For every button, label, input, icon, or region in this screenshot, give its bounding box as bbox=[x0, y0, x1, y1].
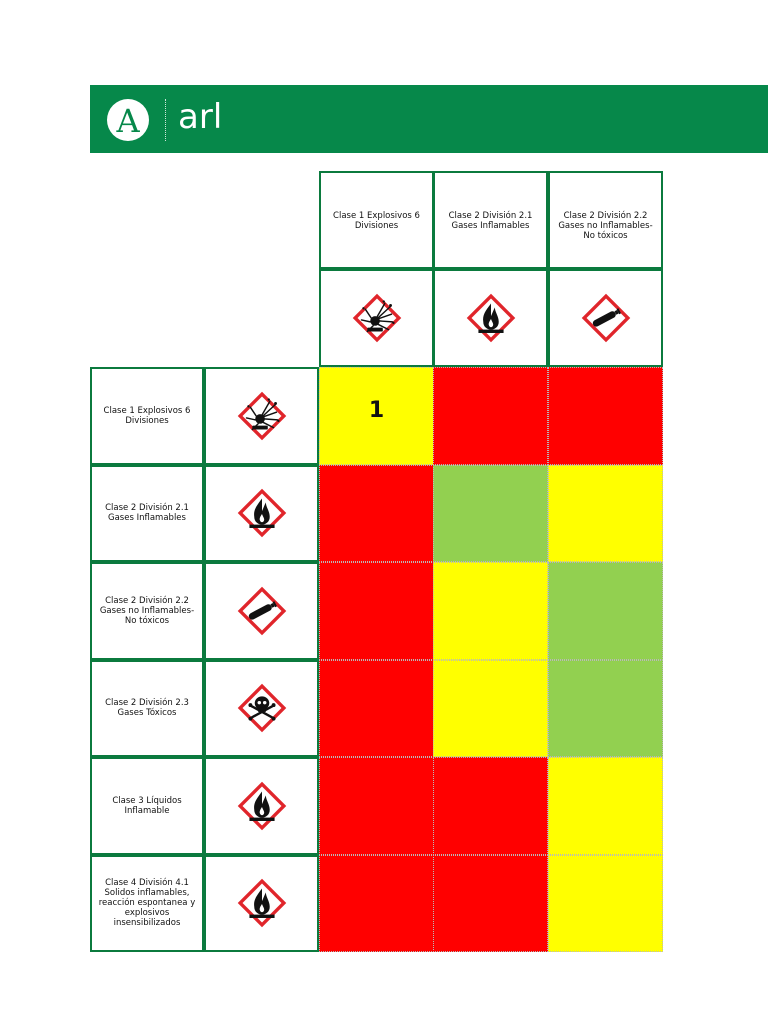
row-header-text: Clase 4 División 4.1 Solidos inflamables, reacción espontanea y explosivos insensibilizados bbox=[98, 878, 196, 929]
matrix-cell-red bbox=[433, 367, 548, 465]
row-header-icon-cell bbox=[204, 757, 319, 855]
row-header-icon-cell bbox=[204, 660, 319, 758]
matrix-cell-yellow bbox=[548, 757, 663, 855]
column-header-text: Clase 1 Explosivos 6 Divisiones bbox=[333, 211, 420, 231]
header-banner bbox=[90, 85, 768, 153]
column-header-label bbox=[319, 171, 434, 269]
logo-letter: A bbox=[116, 102, 140, 140]
row-header-text: Clase 2 División 2.1 Gases Inflamables bbox=[105, 503, 189, 524]
matrix-cell-yellow bbox=[433, 660, 548, 758]
row-header-label bbox=[90, 562, 204, 660]
matrix-cell-yellow bbox=[433, 562, 548, 660]
matrix-cell-red bbox=[433, 757, 548, 855]
explosive-pictogram-icon bbox=[233, 387, 291, 445]
matrix-cell-red bbox=[548, 367, 663, 465]
matrix-cell-green bbox=[548, 562, 663, 660]
column-header-label bbox=[548, 171, 663, 269]
row-header-icon-cell bbox=[204, 367, 319, 465]
flame-pictogram-icon bbox=[233, 874, 291, 932]
column-header-text: Clase 2 División 2.1 Gases Inflamables bbox=[448, 211, 533, 231]
brand-name: arl bbox=[178, 97, 223, 137]
matrix-cell-green bbox=[433, 465, 548, 563]
skull-crossbones-pictogram-icon bbox=[233, 679, 291, 737]
matrix-cell-yellow bbox=[319, 367, 434, 465]
logo-divider bbox=[165, 99, 166, 141]
column-header-text: Clase 2 División 2.2 Gases no Inflamables- No tóxicos bbox=[558, 211, 653, 241]
row-header-label bbox=[90, 367, 204, 465]
matrix-cell-yellow bbox=[548, 465, 663, 563]
row-header-icon-cell bbox=[204, 855, 319, 953]
matrix-cell-red bbox=[433, 855, 548, 953]
flame-pictogram-icon bbox=[233, 484, 291, 542]
matrix-cell-yellow bbox=[548, 855, 663, 953]
logo-emblem bbox=[107, 99, 149, 141]
row-header-icon-cell bbox=[204, 562, 319, 660]
matrix-cell-red bbox=[319, 562, 434, 660]
matrix-cell-red bbox=[319, 465, 434, 563]
column-header-icon-cell bbox=[548, 269, 663, 367]
gas-cylinder-pictogram-icon bbox=[233, 582, 291, 640]
column-header-icon-cell bbox=[433, 269, 548, 367]
row-header-text: Clase 2 División 2.2 Gases no Inflamables- No tóxicos bbox=[99, 595, 195, 626]
row-header-text: Clase 1 Explosivos 6 Divisiones bbox=[103, 405, 191, 426]
row-header-label bbox=[90, 660, 204, 758]
row-header-label bbox=[90, 465, 204, 563]
matrix-cell-number: 1 bbox=[368, 398, 385, 423]
row-header-text: Clase 2 División 2.3 Gases Tóxicos bbox=[105, 698, 189, 719]
row-header-label bbox=[90, 757, 204, 855]
row-header-label bbox=[90, 855, 204, 953]
matrix-cell-red bbox=[319, 757, 434, 855]
row-header-icon-cell bbox=[204, 465, 319, 563]
flame-pictogram-icon bbox=[462, 289, 520, 347]
flame-pictogram-icon bbox=[233, 777, 291, 835]
matrix-cell-red bbox=[319, 855, 434, 953]
column-header-label bbox=[433, 171, 548, 269]
explosive-pictogram-icon bbox=[348, 289, 406, 347]
matrix-cell-red bbox=[319, 660, 434, 758]
row-header-text: Clase 3 Líquidos Inflamable bbox=[112, 795, 182, 816]
column-header-icon-cell bbox=[319, 269, 434, 367]
matrix-cell-green bbox=[548, 660, 663, 758]
gas-cylinder-pictogram-icon bbox=[577, 289, 635, 347]
